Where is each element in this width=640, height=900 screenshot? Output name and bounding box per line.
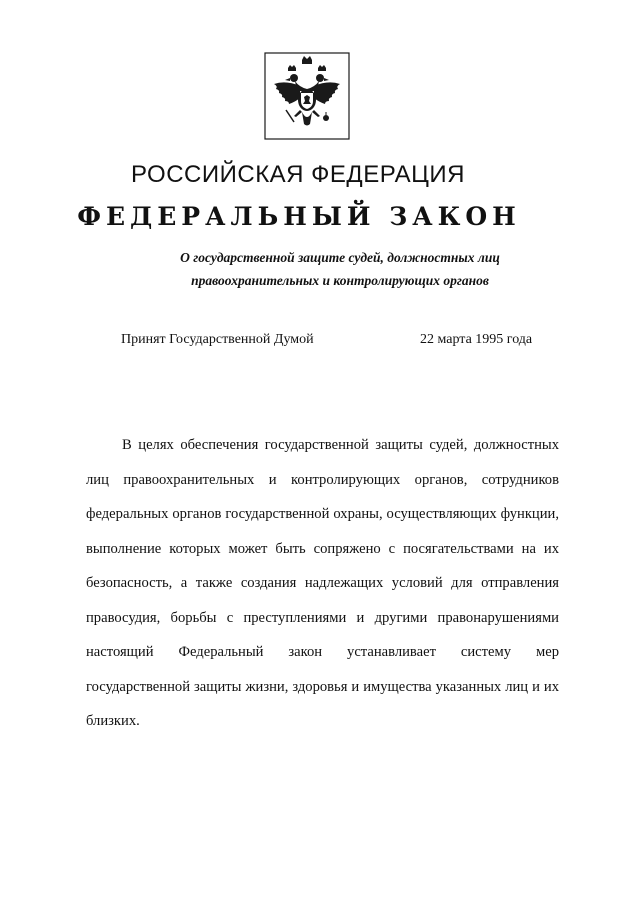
preamble-paragraph <box>86 428 559 739</box>
coat-of-arms-icon <box>264 52 350 140</box>
country-heading: РОССИЙСКАЯ ФЕДЕРАЦИЯ <box>131 161 465 188</box>
preamble-text: В целях обеспечения государственной защиты судей, должностных лиц правоохранительных и контролирующих органов, сотрудников федеральных органов государственной охраны, осуществляющих функции, выполнение которых может быть сопряжено с посягательствами на их безопасность, а также создания надлежащих условий для отправления правосудия, борьбы с преступлениями и другими правонарушениями настоящий Федеральный закон устанавливает систему мер государственной защиты жизни, здоровья и имущества указанных лиц и их близких. <box>86 437 559 729</box>
law-title <box>150 246 530 292</box>
law-title-line: О государственной защите судей, должностных лиц <box>180 250 500 265</box>
law-type-heading: ФЕДЕРАЛЬНЫЙ ЗАКОН <box>77 202 521 231</box>
adoption-date: 22 марта 1995 года <box>420 332 533 347</box>
adopted-by-text: Принят Государственной Думой <box>121 332 314 347</box>
law-title-line: правоохранительных и контролирующих органов <box>191 273 489 288</box>
